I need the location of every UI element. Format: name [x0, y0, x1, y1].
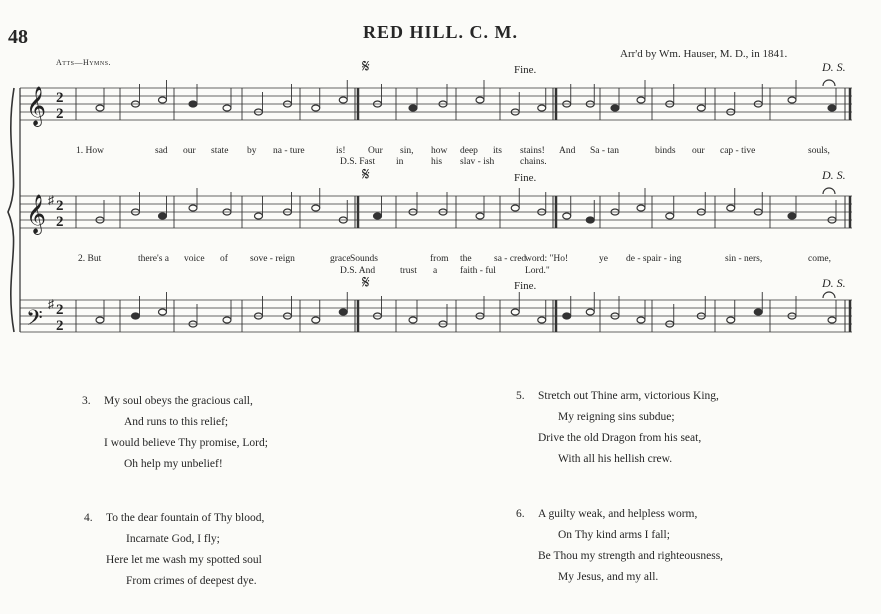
note-head — [538, 105, 546, 111]
lyric-syllable: ye — [599, 254, 608, 264]
time-signature: 2 — [56, 214, 64, 230]
segno-sign: 𝄋 — [362, 56, 370, 76]
hymn-source: Atts—Hymns. — [56, 58, 112, 67]
verse-line: Be Thou my strength and righteousness, — [538, 550, 724, 562]
note-head — [511, 205, 519, 211]
lyric-syllable: state — [211, 146, 229, 156]
note-head — [727, 205, 735, 211]
note-head — [788, 97, 796, 103]
verse-line: My reigning sins subdue; — [558, 411, 675, 423]
lyric-syllable: sa - cred — [494, 254, 527, 264]
note-head — [312, 205, 320, 211]
note-head — [409, 317, 417, 323]
note-head — [223, 317, 231, 323]
lyric-syllable: 2. But — [78, 254, 102, 264]
note-head — [96, 105, 104, 111]
lyric-syllable: And — [559, 146, 576, 156]
note-head — [538, 317, 546, 323]
verse-number: 5. — [516, 390, 525, 402]
note-head — [159, 309, 167, 315]
lyric-syllable: stains! — [520, 146, 545, 156]
note-head — [563, 213, 571, 219]
note-head — [339, 309, 347, 315]
lyric-syllable: slav - ish — [460, 157, 495, 167]
fermata — [823, 80, 835, 86]
verse-6 — [516, 504, 724, 588]
note-head — [189, 205, 197, 211]
verse-line: My Jesus, and my all. — [558, 571, 659, 583]
note-head — [476, 97, 484, 103]
fine-mark: Fine. — [514, 64, 537, 76]
lyric-syllable: Sounds — [350, 254, 378, 264]
lyric-syllable: grace — [330, 254, 351, 264]
hymn-title: RED HILL. C. M. — [362, 22, 518, 42]
time-signature: 2 — [56, 302, 64, 318]
verse-4 — [84, 508, 265, 592]
note-head — [697, 105, 705, 111]
note-head — [339, 97, 347, 103]
clef: 𝄞 — [26, 88, 47, 125]
lyric-syllable: its — [493, 146, 502, 156]
lyric-syllable: a — [433, 266, 438, 276]
lyric-syllable: na - ture — [273, 146, 305, 156]
note-head — [637, 97, 645, 103]
verse-line: On Thy kind arms I fall; — [558, 529, 670, 541]
verse-number: 6. — [516, 508, 525, 520]
verse-5 — [516, 386, 719, 470]
note-head — [132, 313, 140, 319]
verse-line: Oh help my unbelief! — [124, 458, 223, 470]
note-head — [637, 205, 645, 211]
lyric-syllable: word: "Ho! — [525, 254, 569, 264]
verse-line: Drive the old Dragon from his seat, — [538, 432, 702, 444]
key-signature: ♯ — [48, 297, 54, 311]
note-head — [788, 213, 796, 219]
key-signature: ♯ — [48, 193, 54, 207]
lyric-syllable: chains. — [520, 157, 547, 167]
lyric-syllable: 1. How — [76, 146, 104, 156]
lyric-syllable: cap - tive — [720, 146, 756, 156]
note-head — [828, 317, 836, 323]
note-head — [727, 317, 735, 323]
lyric-syllable: de - spair - ing — [626, 254, 682, 264]
note-head — [374, 213, 382, 219]
note-head — [312, 105, 320, 111]
lyric-syllable: Lord." — [525, 266, 550, 276]
verse-line: Incarnate God, I fly; — [126, 533, 220, 545]
lyric-syllable: by — [247, 146, 257, 156]
note-head — [637, 317, 645, 323]
segno-sign: 𝄋 — [362, 164, 370, 184]
lyric-syllable: is! — [336, 146, 346, 156]
fine-mark: Fine. — [514, 280, 537, 292]
clef: 𝄞 — [26, 196, 47, 233]
verse-line: I would believe Thy promise, Lord; — [104, 437, 268, 449]
note-head — [511, 309, 519, 315]
note-head — [586, 217, 594, 223]
fermata — [823, 292, 835, 298]
ds-mark: D. S. — [822, 276, 846, 290]
segno-sign: 𝄋 — [362, 272, 370, 292]
verse-line: From crimes of deepest dye. — [126, 575, 257, 587]
verse-line: My soul obeys the gracious call, — [104, 395, 253, 407]
ds-mark: D. S. — [822, 60, 846, 74]
note-head — [666, 213, 674, 219]
note-head — [312, 317, 320, 323]
lyric-syllable: sin - ners, — [725, 254, 763, 264]
verse-number: 3. — [82, 395, 91, 407]
note-head — [611, 105, 619, 111]
fermata — [823, 188, 835, 194]
lyric-syllable: D.S. And — [340, 266, 376, 276]
lyric-syllable: there's a — [138, 254, 169, 264]
lyric-syllable: in — [396, 157, 404, 167]
verse-line: To the dear fountain of Thy blood, — [106, 512, 265, 524]
time-signature: 2 — [56, 318, 64, 334]
note-head — [159, 213, 167, 219]
lyric-syllable: deep — [460, 146, 478, 156]
lyric-syllable: Our — [368, 146, 383, 156]
note-head — [409, 105, 417, 111]
lyric-syllable: our — [183, 146, 196, 156]
verse-line: Here let me wash my spotted soul — [106, 554, 262, 566]
note-head — [754, 309, 762, 315]
time-signature: 2 — [56, 90, 64, 106]
lyric-syllable: voice — [184, 254, 205, 264]
lyric-syllable: come, — [808, 254, 831, 264]
clef: 𝄢 — [26, 306, 43, 335]
fine-mark: Fine. — [514, 172, 537, 184]
lyric-syllable: binds — [655, 146, 676, 156]
verse-line: And runs to this relief; — [124, 416, 229, 428]
lyric-syllable: his — [431, 157, 443, 167]
ds-mark: D. S. — [822, 168, 846, 182]
note-head — [96, 317, 104, 323]
note-head — [189, 101, 197, 107]
note-head — [223, 105, 231, 111]
lyric-syllable: souls, — [808, 146, 830, 156]
note-head — [586, 309, 594, 315]
lyric-syllable: of — [220, 254, 228, 264]
page-number: 48 — [8, 26, 28, 48]
verse-3 — [82, 391, 268, 475]
time-signature: 2 — [56, 198, 64, 214]
lyric-syllable: from — [430, 254, 449, 264]
verse-line: A guilty weak, and helpless worm, — [538, 508, 698, 520]
time-signature: 2 — [56, 106, 64, 122]
lyric-syllable: the — [460, 254, 472, 264]
lyric-syllable: D.S. Fast — [340, 157, 376, 167]
note-head — [255, 213, 263, 219]
note-head — [476, 213, 484, 219]
note-head — [563, 313, 571, 319]
lyric-syllable: how — [431, 146, 448, 156]
lyric-syllable: trust — [400, 266, 417, 276]
lyric-syllable: faith - ful — [460, 266, 496, 276]
note-head — [828, 105, 836, 111]
lyric-syllable: sove - reign — [250, 254, 295, 264]
brace — [8, 88, 14, 332]
verse-line: Stretch out Thine arm, victorious King, — [538, 390, 719, 402]
note-head — [159, 97, 167, 103]
verse-number: 4. — [84, 512, 93, 524]
lyric-syllable: sin, — [400, 146, 414, 156]
lyric-syllable: sad — [155, 146, 168, 156]
arranger-credit: Arr'd by Wm. Hauser, M. D., in 1841. — [620, 48, 788, 60]
lyric-syllable: our — [692, 146, 705, 156]
verse-line: With all his hellish crew. — [558, 453, 673, 465]
lyric-syllable: Sa - tan — [590, 146, 620, 156]
